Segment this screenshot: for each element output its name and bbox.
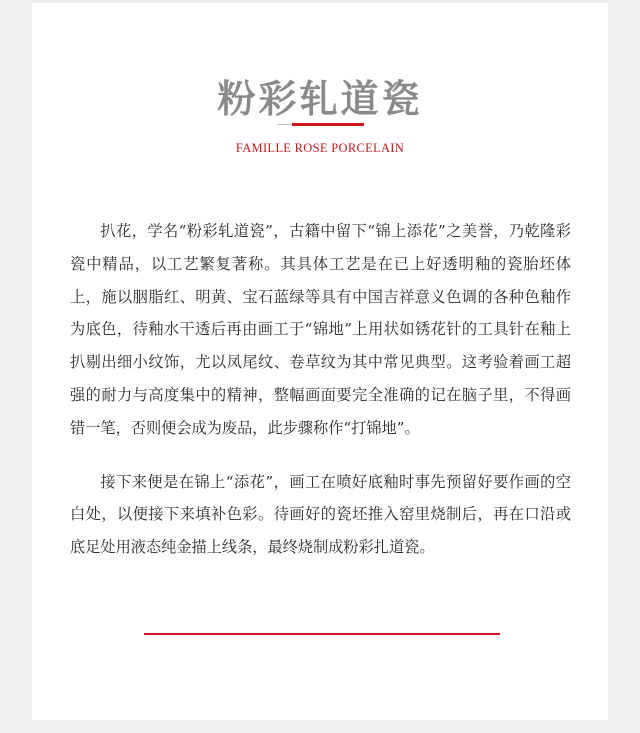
page-title: 粉彩轧道瓷 [217, 76, 423, 121]
title-divider-red [292, 123, 364, 126]
article-card [32, 3, 608, 720]
paragraph: 接下来便是在锦上“添花”，画工在喷好底釉时事先预留好要作画的空白处，以便接下来填补色彩。待画好的瓷坯推入窑里烧制后，再在口沿或底足处用液态纯金描上线条，最终烧制成粉彩扎道瓷。 [70, 472, 571, 557]
paragraph: 扒花，学名“粉彩轧道瓷”，古籍中留下“锦上添花”之美誉，乃乾隆彩瓷中精品，以工艺繁复著称。其具体工艺是在已上好透明釉的瓷胎坯体上，施以胭脂红、明黄、宝石蓝绿等具有中国吉祥意义色调的各种色釉作为底色，待釉水干透后再由画工于“锦地”上用状如锈花针的工具针在釉上扒剔出细小纹饰，尤以凤尾纹、卷草纹为其中常见典型。这考验着画工超强的耐力与高度集中的精神，整幅画面要完全准确的记在脑子里，不得画错一笔，否则便会成为废品，此步骤称作“打锦地”。 [70, 222, 571, 437]
article-body [70, 215, 571, 585]
page-subtitle: FAMILLE ROSE PORCELAIN [235, 141, 405, 155]
bottom-divider [144, 633, 500, 635]
